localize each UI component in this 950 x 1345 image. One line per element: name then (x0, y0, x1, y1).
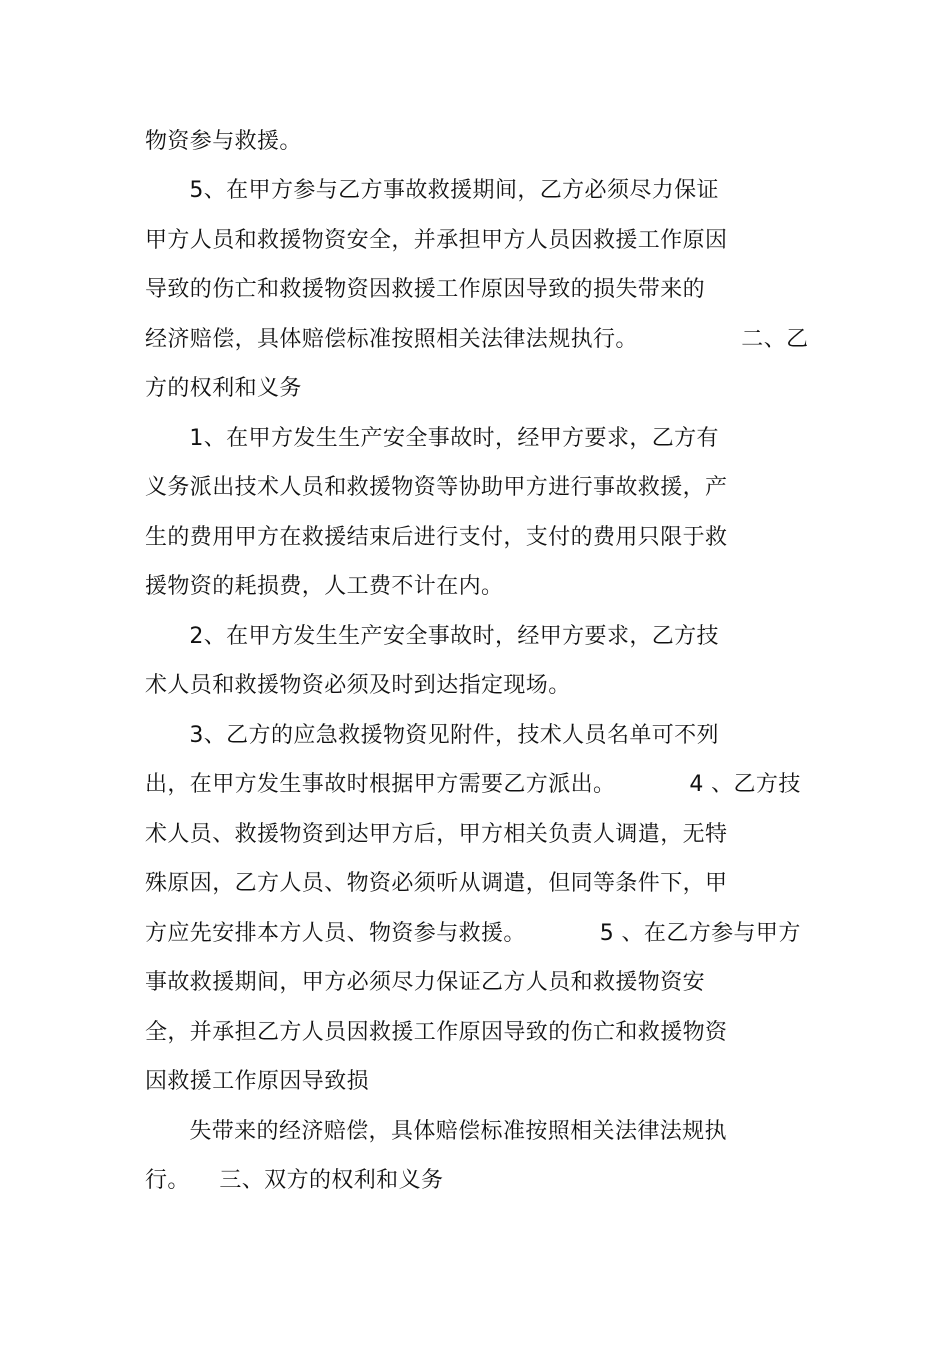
text-line-21: 失带来的经济赔偿，具体赔偿标准按照相关法律法规执 (145, 1119, 727, 1144)
text-line-19: 全，并承担乙方人员因救援工作原因导致的伤亡和救援物资 (145, 1020, 728, 1045)
text-line-9: 生的费用甲方在救援结束后进行支付，支付的费用只限于救 (145, 525, 728, 550)
text-line-2: 5、在甲方参与乙方事故救援期间，乙方必须尽力保证 (145, 178, 719, 203)
text-line-6: 方的权利和义务 (145, 376, 302, 401)
text-line-18: 事故救援期间，甲方必须尽力保证乙方人员和救援物资安 (145, 970, 706, 995)
text-line-4: 导致的伤亡和救援物资因救援工作原因导致的损失带来的 (145, 277, 706, 302)
text-line-10: 援物资的耗损费，人工费不计在内。 (145, 574, 504, 599)
text-line-15: 术人员、救援物资到达甲方后，甲方相关负责人调遣，无特 (145, 822, 728, 847)
text-line-3: 甲方人员和救援物资安全，并承担甲方人员因救援工作原因 (145, 228, 728, 253)
text-line-7: 1、在甲方发生生产安全事故时，经甲方要求，乙方有 (145, 426, 719, 451)
text-line-16: 殊原因，乙方人员、物资必须听从调遣，但同等条件下，甲 (145, 871, 728, 896)
text-line-12: 术人员和救援物资必须及时到达指定现场。 (145, 673, 571, 698)
text-line-11: 2、在甲方发生生产安全事故时，经甲方要求，乙方技 (145, 624, 719, 649)
text-line-1: 物资参与救援。 (145, 129, 302, 154)
text-line-17: 方应先安排本方人员、物资参与救援。 5 、在乙方参与甲方 (145, 921, 801, 946)
text-line-14: 出，在甲方发生事故时根据甲方需要乙方派出。 4 、乙方技 (145, 772, 801, 797)
text-line-22: 行。 三、双方的权利和义务 (145, 1168, 444, 1193)
text-line-20: 因救援工作原因导致损 (145, 1069, 370, 1094)
text-line-13: 3、乙方的应急救援物资见附件，技术人员名单可不列 (145, 723, 719, 748)
text-line-8: 义务派出技术人员和救援物资等协助甲方进行事故救援，产 (145, 475, 728, 500)
text-line-5: 经济赔偿，具体赔偿标准按照相关法律法规执行。 二、乙 (145, 327, 809, 352)
